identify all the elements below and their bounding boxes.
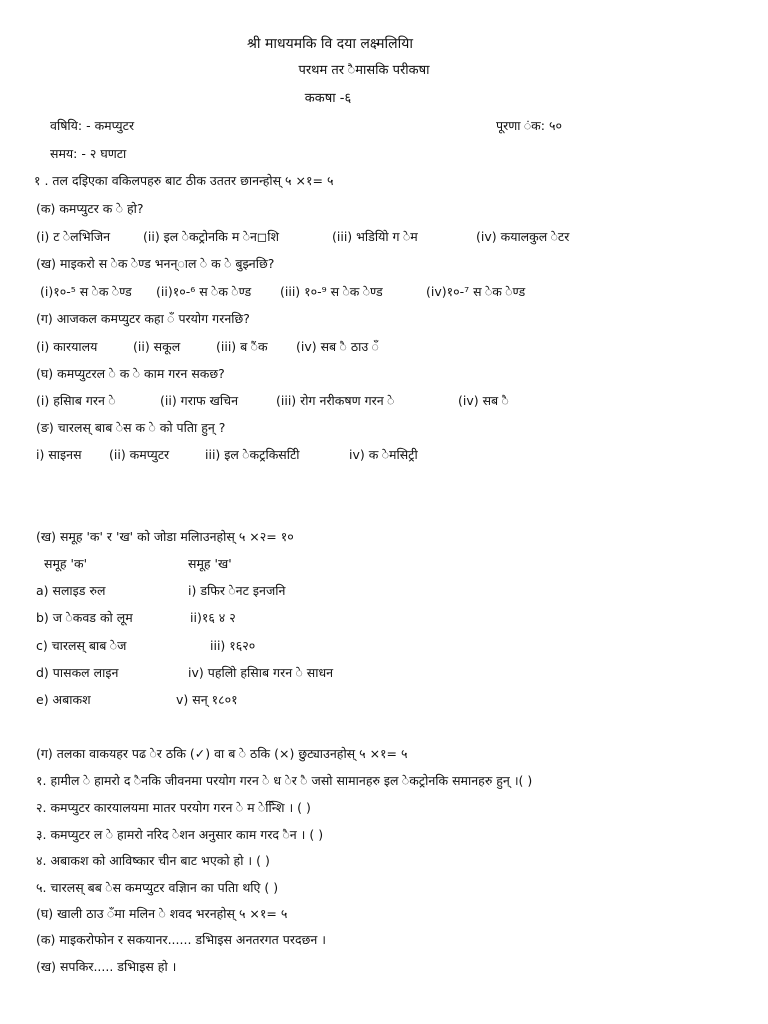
q1-option: (iii) रोग नरीकषण गरन े — [276, 393, 395, 408]
time-label: समय: - २ घणटा — [50, 146, 127, 161]
match-a-item: c) चारलस् बाब ेज — [36, 638, 127, 653]
q1-option: (iv) कयालकुल ेटर — [476, 229, 570, 244]
match-b-item: ii)१६ ४ २ — [190, 610, 236, 625]
match-a-item: b) ज ेकवड को लूम — [36, 610, 133, 625]
q1-option: (ii) सकूल — [133, 339, 181, 354]
q1-heading: १ . तल दइिएका वकिलपहरु बाट ठीक उततर छानन्होस् ५ ×१= ५ — [34, 173, 334, 188]
tf-statement: २. कमप्युटर कारयालयमा मातर परयोग गरन े म ेन्शिि । ( ) — [36, 800, 311, 815]
tf-statement: ५. चारलस् बब ेस कमप्युटर वज्ञिान का पतिा थएि ( ) — [36, 880, 279, 895]
q1-option: (i) हसिाब गरन े — [36, 393, 116, 408]
q1-item-question: (ख) माइकरो स ेक ेण्ड भनन्ाल े क े बुझ्नछि? — [36, 256, 275, 271]
tf-statement: ४. अबाकश को आविष्कार चीन बाट भएको हो । ( ) — [36, 853, 270, 868]
q2-heading: (ख) समूह 'क' र 'ख' को जोडा मलिाउनहोस् ५ ×२= १० — [36, 529, 294, 544]
q1-option: (i) कारयालय — [36, 339, 98, 354]
q1-item-question: (ग) आजकल कमप्युटर कहा ँ परयोग गरनछि? — [36, 311, 250, 326]
tf-statement: ३. कमप्युटर ल े हामरो नरिद ेशन अनुसार काम गरद ैन । ( ) — [36, 827, 324, 842]
match-b-item: iii) १६२० — [210, 638, 256, 653]
q1-option: iii) इल ेकट्रकिसटिी — [205, 447, 300, 462]
school-name: श्री माधयमकि वि दया लक्ष्मलियिा — [247, 36, 413, 52]
group-a-title: समूह 'क' — [44, 556, 88, 571]
q1-option: (ii) कमप्युटर — [109, 447, 170, 462]
class-label: ककषा -६ — [304, 91, 352, 106]
match-a-item: d) पासकल लाइन — [36, 665, 119, 680]
match-a-item: a) सलाइड रुल — [36, 583, 106, 598]
q3-heading: (ग) तलका वाकयहर पढ ेर ठकि (✓) वा ब े ठकि (×) छुट्याउनहोस् ५ ×१= ५ — [36, 746, 408, 761]
fill-blank-item: (ख) सपकिर..... डभिाइस हो । — [36, 959, 177, 974]
q1-option: (i)१०-⁵ स ेक ेण्ड — [40, 284, 132, 299]
q1-option: (ii)१०-⁶ स ेक ेण्ड — [156, 284, 252, 299]
q1-item-question: (ङ) चारलस् बाब ेस क े को पतिा हुन् ? — [36, 420, 226, 435]
q1-option: (iv) सब ै — [458, 393, 509, 408]
full-marks-label: पूरणा ंक: ५० — [496, 118, 562, 133]
match-a-item: e) अबाकश — [36, 692, 91, 707]
q1-option: (iii) १०-⁹ स ेक ेण्ड — [280, 284, 383, 299]
q1-option: (ii) गराफ खचिन — [160, 393, 239, 408]
subject-label: वषियि: - कमप्युटर — [50, 118, 135, 133]
q1-option: (ii) इल ेकट्रोनकि म ेन◻शि — [143, 229, 280, 244]
match-b-item: v) सन् १८०१ — [176, 692, 238, 707]
match-b-item: i) डफिर ेनट इनजनि — [188, 583, 286, 598]
match-b-item: iv) पहलिो हसिाब गरन े साधन — [188, 665, 334, 680]
q1-item-question: (क) कमप्युटर क े हो? — [36, 201, 144, 216]
q1-option: iv) क ेमसिट्री — [349, 447, 418, 462]
q1-option: (iii) ब ैंक — [216, 339, 268, 354]
q1-option: (iv) सब ै ठाउ ँ — [296, 339, 379, 354]
q1-option: (iii) भडियिो ग ेम — [332, 229, 418, 244]
q1-option: (i) ट ेलभिजिन — [36, 229, 111, 244]
fill-blank-item: (क) माइकरोफोन र सकयानर...... डभिाइस अनतरगत परदछन । — [36, 932, 327, 947]
q4-heading: (घ) खाली ठाउ ँमा मलिन े शवद भरनहोस् ५ ×१= ५ — [36, 906, 288, 921]
q1-item-question: (घ) कमप्युटरल े क े काम गरन सकछ? — [36, 366, 225, 381]
group-b-title: समूह 'ख' — [188, 556, 232, 571]
exam-title: परथम तर ैमासकि परीकषा — [298, 63, 430, 78]
q1-option: i) साइनस — [36, 447, 82, 462]
q1-option: (iv)१०-⁷ स ेक ेण्ड — [426, 284, 526, 299]
tf-statement: १. हामील े हामरो द ैनकि जीवनमा परयोग गरन े ध ेर ै जसो सामानहरु इल ेकट्रोनकि समानहरु हुन् ।( ) — [36, 773, 533, 788]
